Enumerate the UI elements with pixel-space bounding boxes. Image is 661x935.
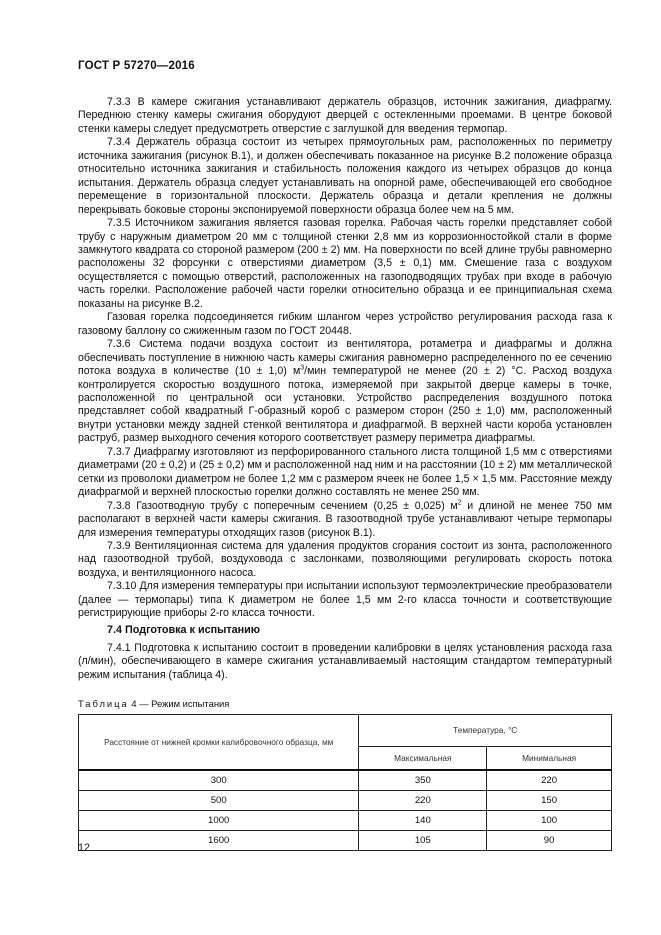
table-row [79, 791, 612, 811]
cell-distance: 1000 [79, 811, 359, 831]
cell-distance: 300 [79, 770, 359, 791]
cell-min: 150 [487, 791, 612, 811]
header-distance: Расстояние от нижней кромки калибровочного образца, мм [79, 715, 359, 771]
table-caption-word: Таблица [78, 698, 129, 709]
paragraph-7-3-8 [78, 500, 612, 540]
cell-distance: 500 [79, 791, 359, 811]
header-min: Минимальная [487, 746, 612, 770]
cell-min: 90 [487, 831, 612, 851]
paragraph-7-3-7: 7.3.7 Диафрагму изготовляют из перфорированного стального листа толщиной 1,5 мм с отверстиями диаметрами (20 ± 0,2) и (25 ± 0,2) мм и расположенной над ним и на расстоянии (10 ± 2) мм металлической сетки из проволоки диаметром не более 1,2 мм с размером ячеек не более 1,5 × 1,5 мм. Расстояние между диафрагмой и верхней плоскостью горелки должно составлять не менее 250 мм. [78, 445, 612, 499]
cell-max: 350 [359, 770, 487, 791]
paragraph-gas-burner: Газовая горелка подсоединяется гибким шлангом через устройство регулирования расхода газа к газовому баллону со сжиженным газом по ГОСТ 20448. [78, 311, 612, 337]
cell-max: 140 [359, 811, 487, 831]
paragraph-7-3-6 [78, 338, 612, 446]
table-row [79, 831, 612, 851]
superscript-cubic: 3 [300, 364, 305, 372]
test-mode-table [78, 714, 612, 851]
cell-distance: 1600 [79, 831, 359, 851]
paragraph-7-4-1: 7.4.1 Подготовка к испытанию состоит в проведении калибровки в целях установления расхода газа (л/мин), обеспечивающего в камере сжигания устанавливаемый настоящим стандартом температурный режим испытания (таблица 4). [78, 642, 612, 681]
document-header: ГОСТ Р 57270—2016 [78, 60, 195, 72]
cell-max: 105 [359, 831, 487, 851]
paragraph-7-3-6-part2: /мин температурой не менее (20 ± 2) °С. Расход воздуха контролируется скоростью воздушного потока, измеряемой при закрытой дверце камеры в точке, расположенной по центральной оси установки. Устройство распределения воздушного потока представляет собой квадратный Г-образный короб с размером сторон (250 ± 1,0) мм, расположенный внутри установки между задней стенкой вентилятора и диафрагмой. В верхней части короба установлен раструб, размер выходного сечения которого соответствует размеру периметра диафрагмы. [78, 365, 612, 445]
body-text [78, 96, 612, 621]
section-title: 7.4 Подготовка к испытанию [107, 624, 261, 636]
paragraph-7-3-9: 7.3.9 Вентиляционная система для удаления продуктов сгорания состоит из зонта, расположенного над газоотводной трубой, воздуховода с заслонками, позволяющими регулировать скорость потока воздуха, и вентиляционного насоса. [78, 539, 612, 579]
paragraph-7-3-8-part1: 7.3.8 Газоотводную трубу с поперечным сечением (0,25 ± 0,025) м [107, 499, 458, 512]
superscript-square: 2 [457, 499, 462, 507]
cell-min: 100 [487, 811, 612, 831]
paragraph-7-3-4: 7.3.4 Держатель образца состоит из четырех прямоугольных рам, расположенных по периметру источника зажигания (рисунок В.1), и должен обеспечивать показанное на рисунке В.2 положение образца относительно источника зажигания и стабильность положения каждого из четырех образцов до конца испытания. Держатель образца следует устанавливать на опорной раме, обеспечивающей его свободное перемещение в горизонтальной плоскости. Держатель образца и детали крепления не должны перекрывать боковые стороны экспонируемой поверхности образца более чем на 5 мм. [78, 136, 612, 216]
header-max: Максимальная [359, 746, 487, 770]
table-row [79, 811, 612, 831]
cell-min: 220 [487, 770, 612, 791]
paragraph-7-3-5: 7.3.5 Источником зажигания является газовая горелка. Рабочая часть горелки представляет собой трубу с наружным диаметром 20 мм с толщиной стенки 2,8 мм из коррозионностойкой стали в форме замкнутого квадрата со стороной размером (200 ± 2) мм. На поверхности по всей длине трубы равномерно расположены 32 форсунки с отверстиями диаметром (3,5 ± 0,1) мм. Смешение газа с воздухом осуществляется с помощью отверстий, расположенных на газоподводящих трубах при входе в рабочую часть горелки. Расположение рабочей части горелки относительно образца и ее принципиальная схема показаны на рисунке В.2. [78, 217, 612, 310]
table-caption [78, 698, 229, 709]
paragraph-7-3-3: 7.3.3 В камере сжигания устанавливают держатель образцов, источник зажигания, диафрагму. Переднюю стенку камеры сжигания оборудуют дверцей с остекленными проемами. В центре боковой стенки камеры следует предусмотреть отверстие с заглушкой для введения термопар. [78, 96, 612, 135]
cell-max: 220 [359, 791, 487, 811]
header-temperature: Температура, °С [359, 715, 612, 747]
table-row [79, 770, 612, 791]
paragraph-7-3-8-part2: и длиной не менее 750 мм располагают в верхней части камеры сжигания. В газоотводной трубе устанавливают четыре термопары для измерения температуры отходящих газов (рисунок В.1). [78, 499, 613, 539]
paragraph-7-3-6-part1: 7.3.6 Система подачи воздуха состоит из вентилятора, ротаметра и диафрагмы и должна обеспечивать поступление в нижнюю часть камеры сжигания равномерно распределенного по ее сечению потока воздуха в количестве (10 ± 1,0) м [78, 338, 612, 378]
table-caption-text: 4 — Режим испытания [131, 698, 230, 709]
page-number: 12 [78, 842, 91, 854]
paragraph-7-3-10: 7.3.10 Для измерения температуры при испытании используют термоэлектрические преобразователи (далее — термопары) типа К диаметром не более 1,5 мм 2-го класса точности и соответствующие регистрирующие приборы 2-го класса точности. [78, 580, 612, 620]
